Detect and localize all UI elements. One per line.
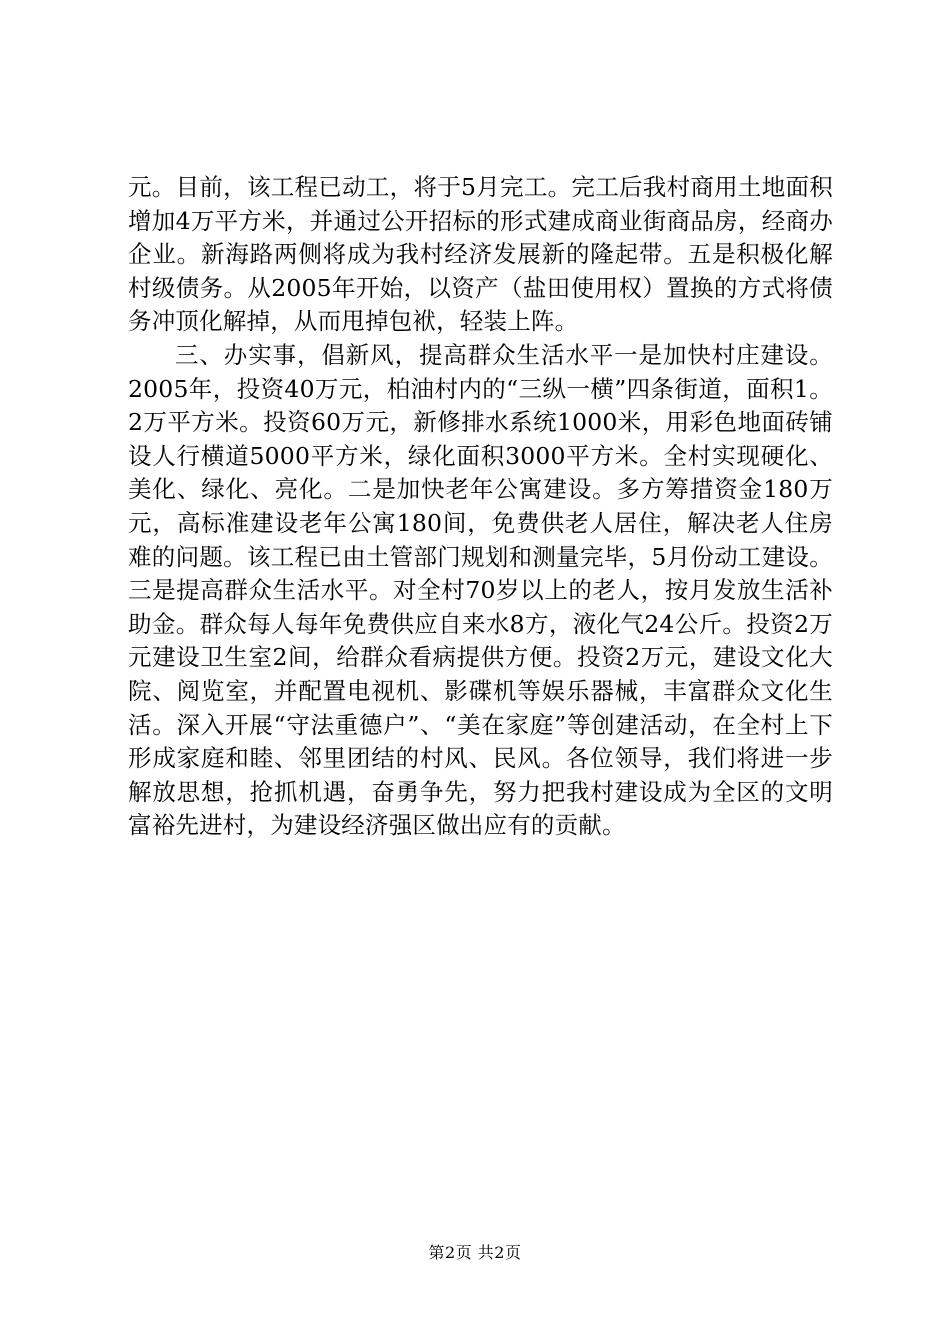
document-body [128,171,833,843]
paragraph-1: 元。目前，该工程已动工，将于5月完工。完工后我村商用土地面积增加4万平方米，并通过公开招标的形式建成商业街商品房，经商办企业。新海路两侧将成为我村经济发展新的隆起带。五是积极化解村级债务。从2005年开始，以资产（盐田使用权）置换的方式将债务冲顶化解掉，从而甩掉包袱，轻装上阵。 [128,173,833,336]
page-footer: 第2页 共2页 [428,1243,522,1262]
paragraph-2: 三、办实事，倡新风，提高群众生活水平一是加快村庄建设。2005年，投资40万元，柏油村内的“三纵一横”四条街道，面积1。2万平方米。投资60万元，新修排水系统1000米，用彩色地面砖铺设人行横道5000平方米，绿化面积3000平方米。全村实现硬化、美化、绿化、亮化。二是加快老年公寓建设。多方筹措资金180万元，高标准建设老年公寓180间，免费供老人居住，解决老人住房难的问题。该工程已由土管部门规划和测量完毕，5月份动工建设。三是提高群众生活水平。对全村70岁以上的老人，按月发放生活补助金。群众每人每年免费供应自来水8方，液化气24公斤。投资2万元建设卫生室2间，给群众看病提供方便。投资2万元，建设文化大院、阅览室，并配置电视机、影碟机等娱乐器械，丰富群众文化生活。深入开展“守法重德户”、“美在家庭”等创建活动，在全村上下形成家庭和睦、邻里团结的村风、民风。各位领导，我们将进一步解放思想，抢抓机遇，奋勇争先，努力把我村建设成为全区的文明富裕先进村，为建设经济强区做出应有的贡献。 [128,340,833,840]
